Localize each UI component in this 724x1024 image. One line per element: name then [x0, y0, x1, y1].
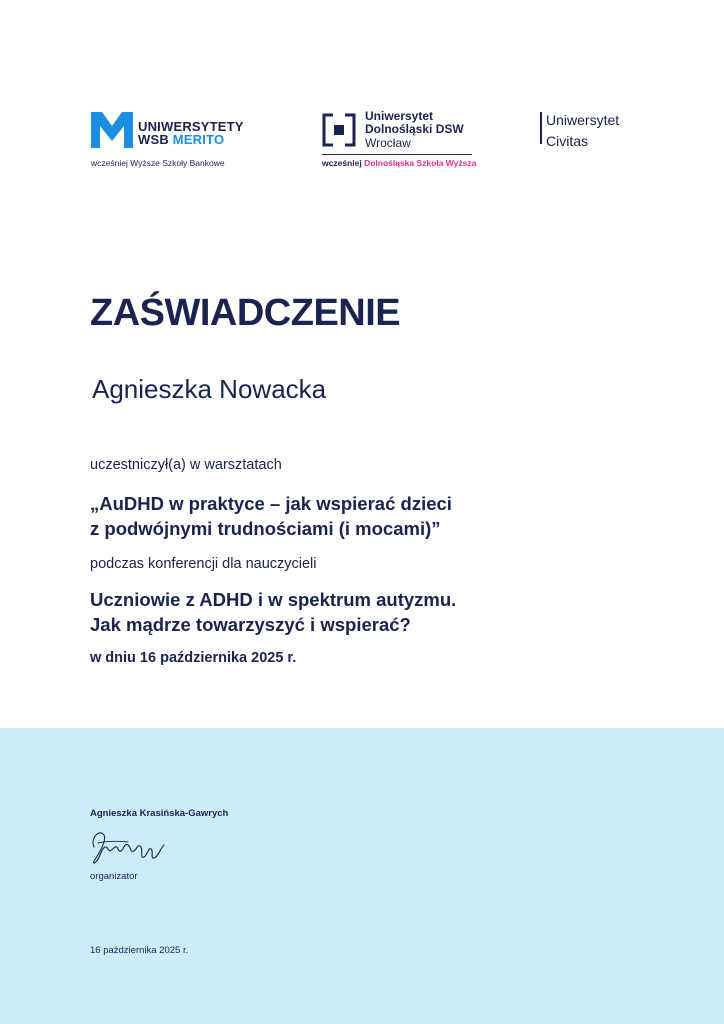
merito-m-logo-icon — [91, 112, 133, 148]
civitas-line2: Civitas — [546, 133, 589, 149]
merito-line2a: WSB — [138, 132, 173, 147]
merito-wordmark — [138, 120, 244, 146]
event-date: w dniu 16 października 2025 r. — [90, 650, 297, 666]
civitas-line1: Uniwersytet — [546, 112, 620, 128]
participation-text: uczestniczył(a) w warsztatach — [90, 457, 282, 473]
dsw-line2: Dolnośląski DSW — [365, 122, 464, 136]
dsw-line3: Wrocław — [365, 136, 411, 150]
conference-title-line2: Jak mądrze towarzyszyć i wspierać? — [90, 614, 411, 635]
dsw-subtitle — [322, 158, 476, 168]
footer-band — [0, 728, 724, 1024]
signature-icon — [88, 825, 170, 867]
dsw-subtitle-prefix: wcześniej — [322, 158, 365, 168]
conference-title-line1: Uczniowie z ADHD i w spektrum autyzmu. — [90, 589, 457, 610]
dsw-divider — [322, 154, 472, 155]
dsw-subtitle-name: Dolnośląska Szkoła Wyższa — [364, 158, 477, 168]
organizer-role: organizator — [90, 871, 138, 882]
dsw-bracket-logo-icon — [322, 113, 356, 147]
merito-line2b: MERITO — [172, 132, 225, 147]
recipient-name: Agnieszka Nowacka — [92, 374, 327, 404]
certificate-title: ZAŚWIADCZENIE — [90, 292, 401, 334]
organizer-name: Agnieszka Krasińska-Gawrych — [90, 808, 229, 819]
conference-intro: podczas konferencji dla nauczycieli — [90, 556, 317, 572]
workshop-title-line1: „AuDHD w praktyce – jak wspierać dzieci — [90, 493, 452, 514]
merito-line1: UNIWERSYTETY — [138, 119, 244, 134]
civitas-bar-icon — [540, 112, 542, 144]
workshop-title-line2: z podwójnymi trudnościami (i mocami)” — [90, 518, 441, 539]
dsw-line1: Uniwersytet — [365, 109, 434, 123]
merito-subtitle: wcześniej Wyższe Szkoły Bankowe — [91, 158, 225, 168]
footer-date: 16 października 2025 r. — [90, 945, 189, 956]
